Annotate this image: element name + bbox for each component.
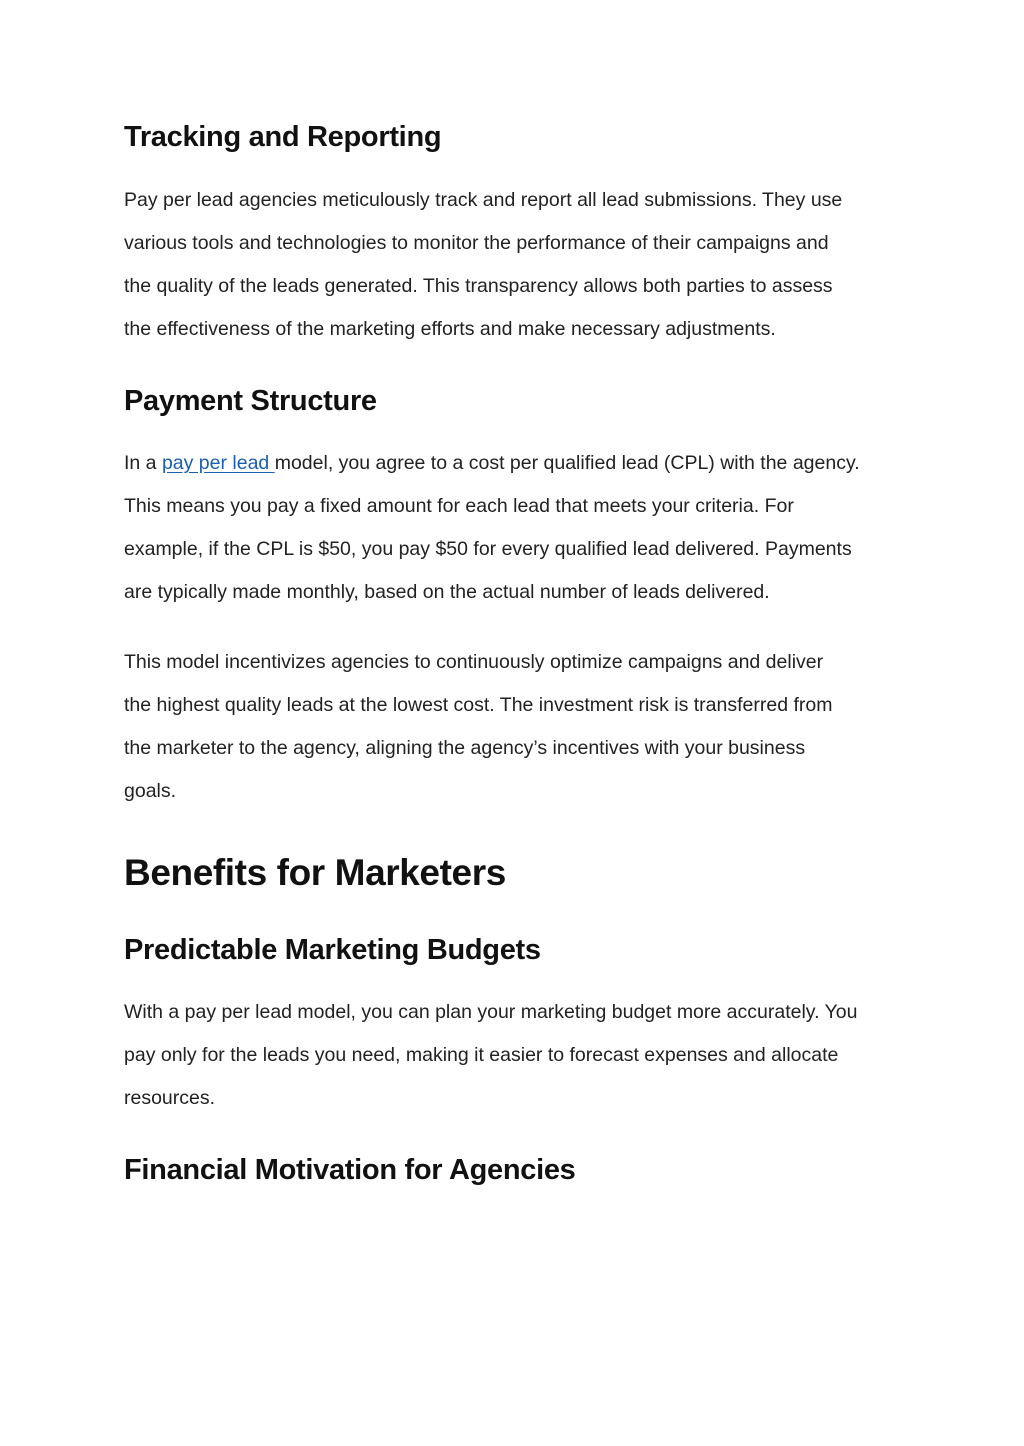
text-line: the highest quality leads at the lowest cost. The investment risk is transferred from [124, 694, 833, 716]
text-line: Pay per lead agencies meticulously track and report all lead submissions. They use [124, 189, 843, 211]
paragraph-tracking [124, 179, 900, 351]
text-line: resources. [124, 1087, 216, 1109]
text-fragment: model, you agree to a cost per qualified lead (CPL) with the agency. [274, 452, 860, 474]
paragraph-budgets [124, 991, 900, 1120]
paragraph-payment-2 [124, 641, 900, 813]
heading-predictable-marketing-budgets: Predictable Marketing Budgets [124, 934, 541, 966]
text-line: pay only for the leads you need, making it easier to forecast expenses and allocate [124, 1044, 839, 1066]
text-line: various tools and technologies to monitor the performance of their campaigns and [124, 232, 829, 254]
text-fragment: In a [124, 452, 162, 474]
text-line: This means you pay a fixed amount for each lead that meets your criteria. For [124, 495, 794, 517]
paragraph-payment-1 [124, 442, 900, 614]
heading-payment-structure: Payment Structure [124, 385, 377, 417]
heading-financial-motivation-for-agencies: Financial Motivation for Agencies [124, 1154, 576, 1186]
heading-benefits-for-marketers: Benefits for Marketers [124, 852, 506, 893]
pay-per-lead-link[interactable]: pay per lead [161, 452, 275, 474]
text-line: goals. [124, 780, 177, 802]
text-line: This model incentivizes agencies to continuously optimize campaigns and deliver [124, 651, 824, 673]
heading-tracking-and-reporting: Tracking and Reporting [124, 121, 442, 153]
text-line: example, if the CPL is $50, you pay $50 for every qualified lead delivered. Payments [124, 538, 852, 560]
text-line: With a pay per lead model, you can plan your marketing budget more accurately. You [124, 1001, 858, 1023]
text-line: the effectiveness of the marketing efforts and make necessary adjustments. [124, 318, 776, 340]
text-line [124, 442, 900, 485]
text-line: the quality of the leads generated. This transparency allows both parties to assess [124, 275, 833, 297]
text-line: are typically made monthly, based on the actual number of leads delivered. [124, 581, 770, 603]
text-line: the marketer to the agency, aligning the agency’s incentives with your business [124, 737, 806, 759]
